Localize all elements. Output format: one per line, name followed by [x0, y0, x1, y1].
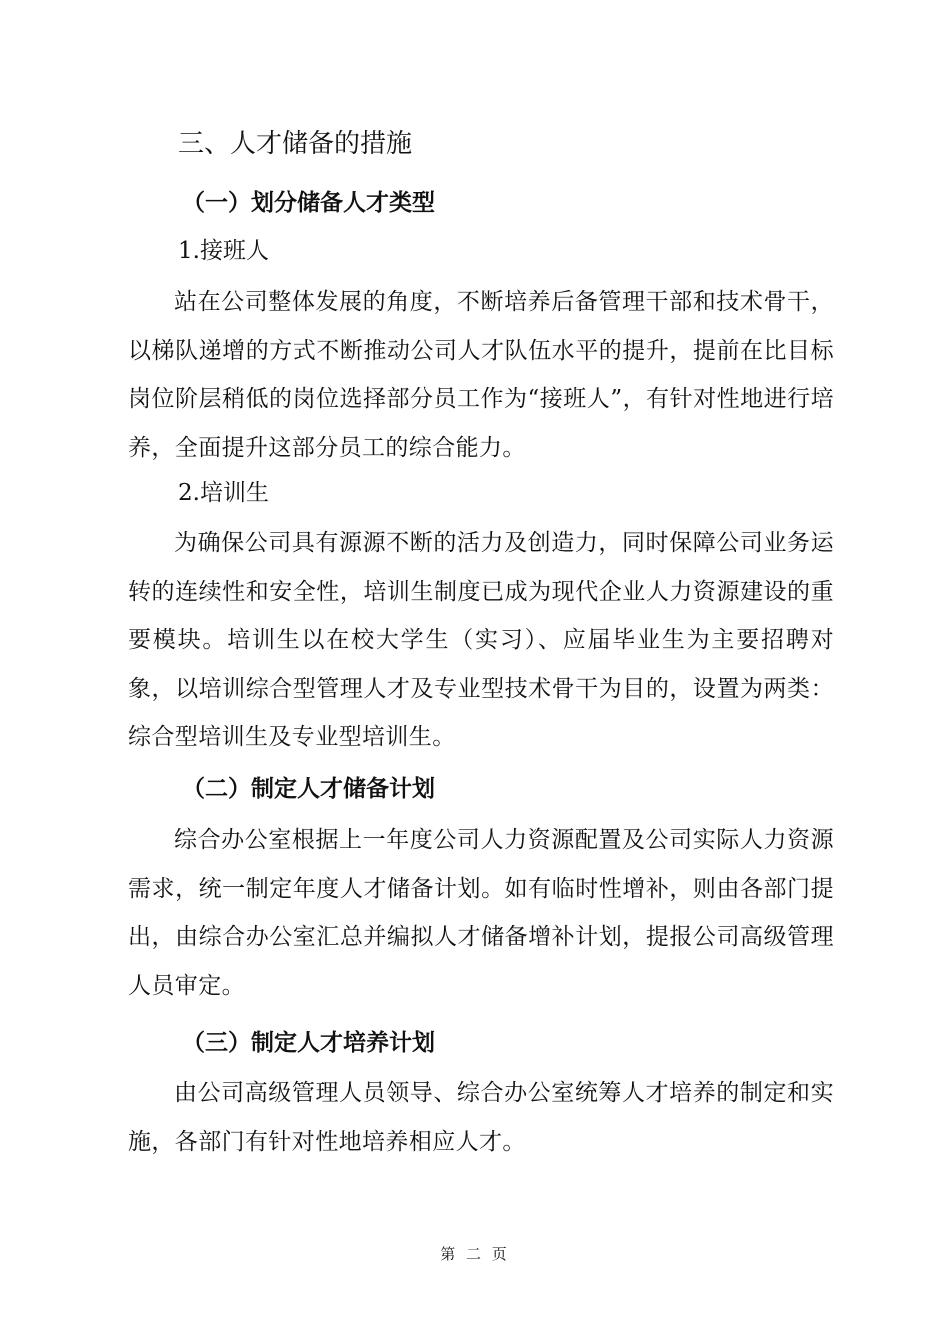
- subsection-heading-3: （三）制定人才培养计划: [182, 1030, 435, 1056]
- subsection-heading-1: （一）划分储备人才类型: [182, 190, 435, 216]
- paragraph-trainee: 为确保公司具有源源不断的活力及创造力，同时保障公司业务运转的连续性和安全性，培训生制度已成为现代企业人力资源建设的重要模块。培训生以在校大学生（实习）、应届毕业生为主要招聘对象，以培训综合型管理人才及专业型技术骨干为目的，设置为两类：综合型培训生及专业型培训生。: [128, 530, 834, 750]
- paragraph-successor: 站在公司整体发展的角度，不断培养后备管理干部和技术骨干，以梯队递增的方式不断推动公司人才队伍水平的提升，提前在比目标岗位阶层稍低的岗位选择部分员工作为“接班人”，有针对性地进行培养，全面提升这部分员工的综合能力。: [128, 289, 834, 461]
- item-label-trainee: 2.培训生: [178, 480, 269, 506]
- page-number-footer: 第 二 页: [440, 1245, 510, 1263]
- subsection-heading-2: （二）制定人才储备计划: [182, 776, 435, 802]
- paragraph-reserve-plan: 综合办公室根据上一年度公司人力资源配置及公司实际人力资源需求，统一制定年度人才储备计划。如有临时性增补，则由各部门提出，由综合办公室汇总并编拟人才储备增补计划，提报公司高级管理人员审定。: [128, 827, 834, 999]
- section-title: 三、人才储备的措施: [178, 129, 413, 159]
- paragraph-training-plan: 由公司高级管理人员领导、综合办公室统筹人才培养的制定和实施，各部门有针对性地培养相应人才。: [128, 1080, 834, 1155]
- item-label-successor: 1.接班人: [178, 238, 269, 264]
